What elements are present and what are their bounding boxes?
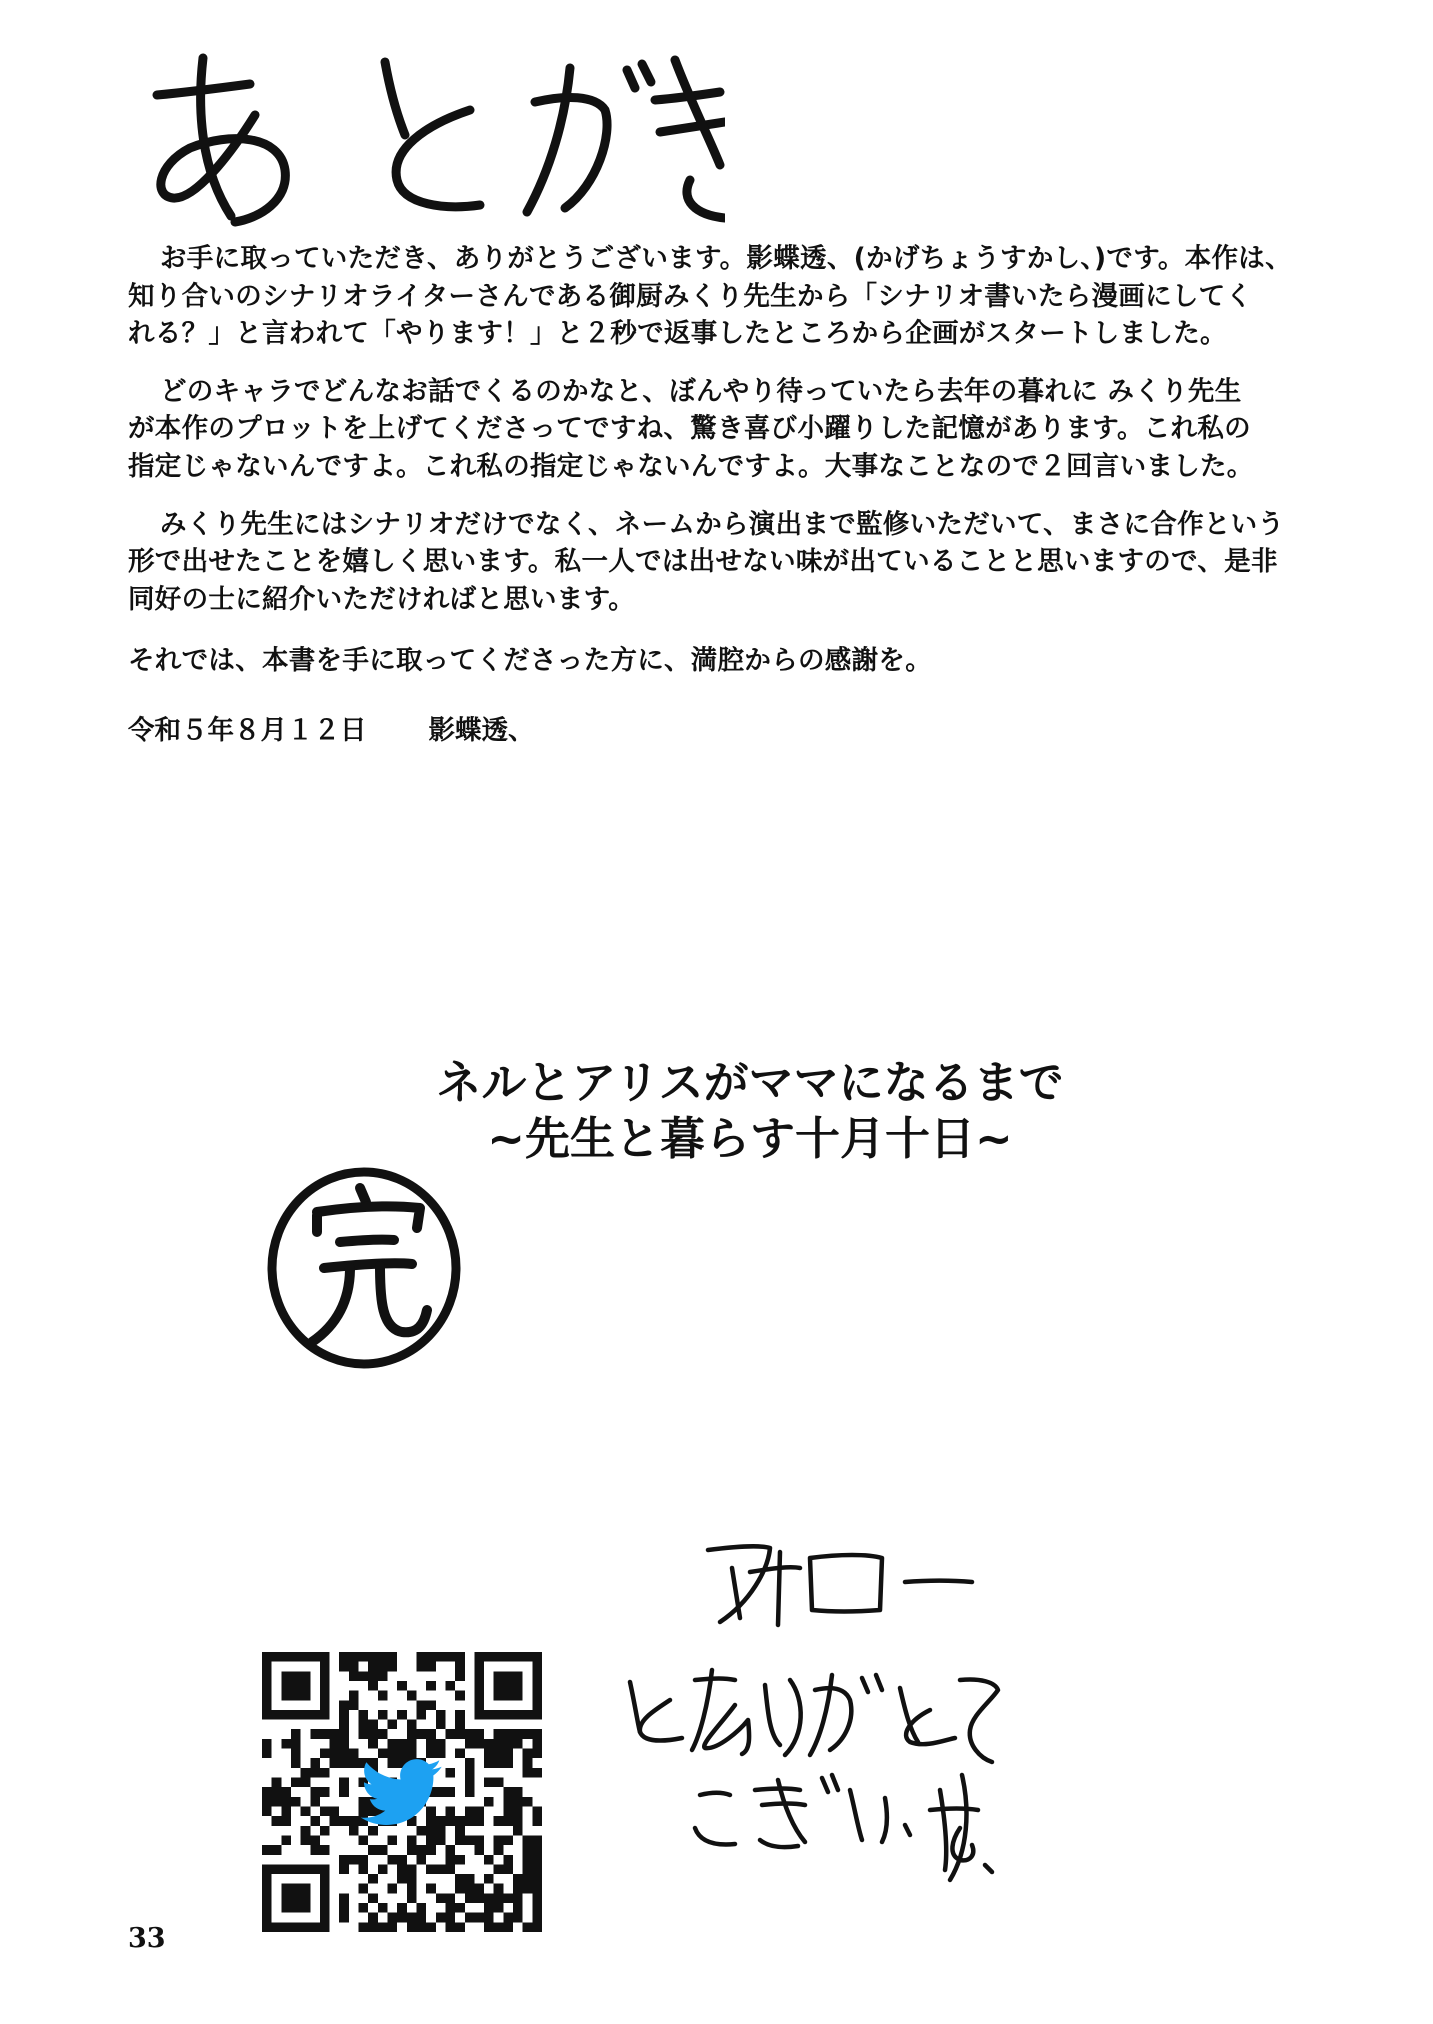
- date: 令和５年８月１２日: [128, 715, 367, 746]
- paragraph-line: 知り合いのシナリオライターさんである御厨みくり先生から「シナリオ書いたら漫画にしてく: [128, 280, 1253, 312]
- stamp-glyph: [312, 1188, 427, 1342]
- paragraph-line: れる？」と言われて「やります！」と２秒で返事したところから企画がスタートしました。: [128, 318, 1227, 350]
- paragraph-3: [128, 506, 1288, 619]
- kan-stamp: [262, 1160, 467, 1375]
- note-line-2: [630, 1670, 998, 1762]
- note-line-1: [708, 1546, 972, 1625]
- author-name: 影蝶透、: [428, 715, 535, 746]
- book-title-subtitle: ~先生と暮らす十月十日~: [487, 1112, 1013, 1165]
- paragraph-line: 指定じゃないんですよ。これ私の指定じゃないんですよ。大事なことなので２回言いました。: [128, 450, 1254, 482]
- paragraph-line: が本作のプロットを上げてくださってですね、驚き喜び小躍りした記憶があります。これ私の: [128, 413, 1251, 445]
- paragraph-line: みくり先生にはシナリオだけでなく、ネームから演出まで監修いただいて、まさに合作という: [160, 508, 1285, 540]
- heading-to: [385, 62, 480, 207]
- afterword-body: [128, 240, 1292, 680]
- paragraph-line: お手に取っていただき、ありがとうございます。影蝶透、(かげちょうすかし、)です。本作は、: [160, 243, 1292, 274]
- page-number: 33: [128, 1923, 166, 1954]
- heading-ki: [655, 60, 725, 218]
- twitter-bird-icon: [357, 1747, 447, 1837]
- paragraph-1: [128, 240, 1292, 353]
- handwritten-note: [600, 1510, 1020, 1930]
- book-title: [380, 1055, 1120, 1167]
- heading-a: [157, 58, 285, 222]
- afterword-heading: [135, 40, 725, 240]
- closing-line: それでは、本書を手に取ってくださった方に、満腔からの感謝を。: [128, 645, 932, 677]
- paragraph-2: [128, 373, 1288, 486]
- paragraph-line: どのキャラでどんなお話でくるのかなと、ぼんやり待っていたら去年の暮れに みくり先生: [160, 375, 1242, 407]
- paragraph-line: 同好の士に紹介いただければと思います。: [128, 583, 636, 615]
- note-line-3: [695, 1775, 992, 1880]
- dateline: [128, 708, 535, 747]
- heading-ga: [527, 64, 651, 212]
- paragraph-line: 形で出せたことを嬉しく思います。私一人では出せない味が出ていることと思いますので、是非: [128, 546, 1278, 578]
- book-title-main: ネルとアリスがママになるまで: [436, 1056, 1064, 1109]
